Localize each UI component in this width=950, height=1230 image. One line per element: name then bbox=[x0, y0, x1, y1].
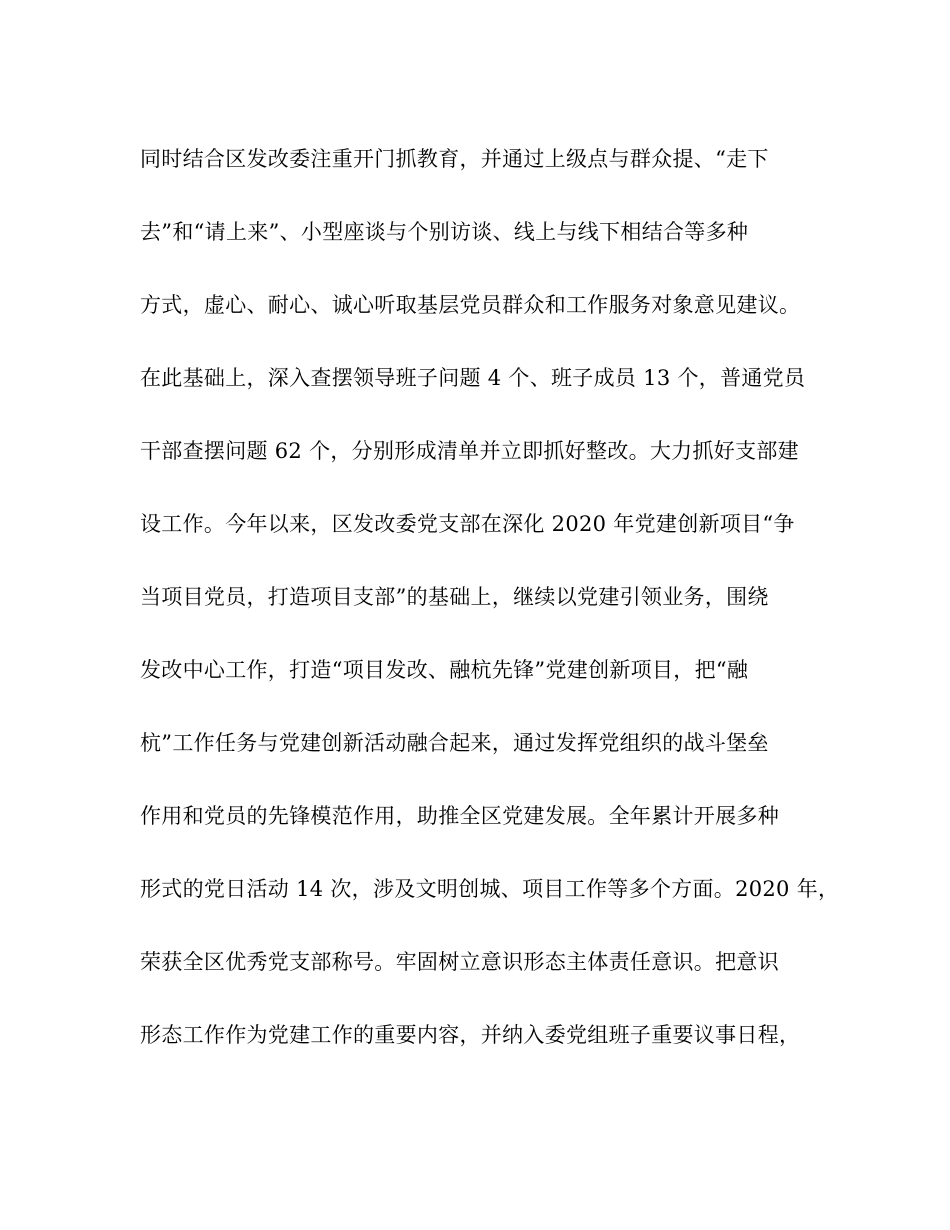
text-line: 当项目党员，打造项目支部”的基础上，继续以党建引领业务，围绕 bbox=[140, 585, 769, 609]
text-line: 作用和党员的先锋模范作用，助推全区党建发展。全年累计开展多种 bbox=[140, 804, 779, 828]
text-line: 去”和“请上来”、小型座谈与个别访谈、线上与线下相结合等多种 bbox=[140, 220, 749, 244]
text-line: 同时结合区发改委注重开门抓教育，并通过上级点与群众提、“走下 bbox=[140, 147, 769, 171]
text-line: 形态工作作为党建工作的重要内容，并纳入委党组班子重要议事日程， bbox=[140, 1023, 801, 1047]
text-line: 荣获全区优秀党支部称号。牢固树立意识形态主体责任意识。把意识 bbox=[140, 950, 779, 974]
text-line: 设工作。今年以来，区发改委党支部在深化 2020 年党建创新项目“争 bbox=[140, 512, 795, 536]
text-line: 发改中心工作，打造“项目发改、融杭先锋”党建创新项目，把“融 bbox=[140, 658, 749, 682]
text-line: 杭”工作任务与党建创新活动融合起来，通过发挥党组织的战斗堡垒 bbox=[140, 731, 769, 755]
text-line: 干部查摆问题 62 个，分别形成清单并立即抓好整改。大力抓好支部建 bbox=[140, 439, 799, 463]
text-line: 形式的党日活动 14 次，涉及文明创城、项目工作等多个方面。2020 年， bbox=[140, 877, 840, 901]
text-line: 方式，虚心、耐心、诚心听取基层党员群众和工作服务对象意见建议。 bbox=[140, 293, 801, 317]
text-line: 在此基础上，深入查摆领导班子问题 4 个、班子成员 13 个，普通党员 bbox=[140, 366, 806, 390]
body-paragraph bbox=[140, 135, 840, 1084]
